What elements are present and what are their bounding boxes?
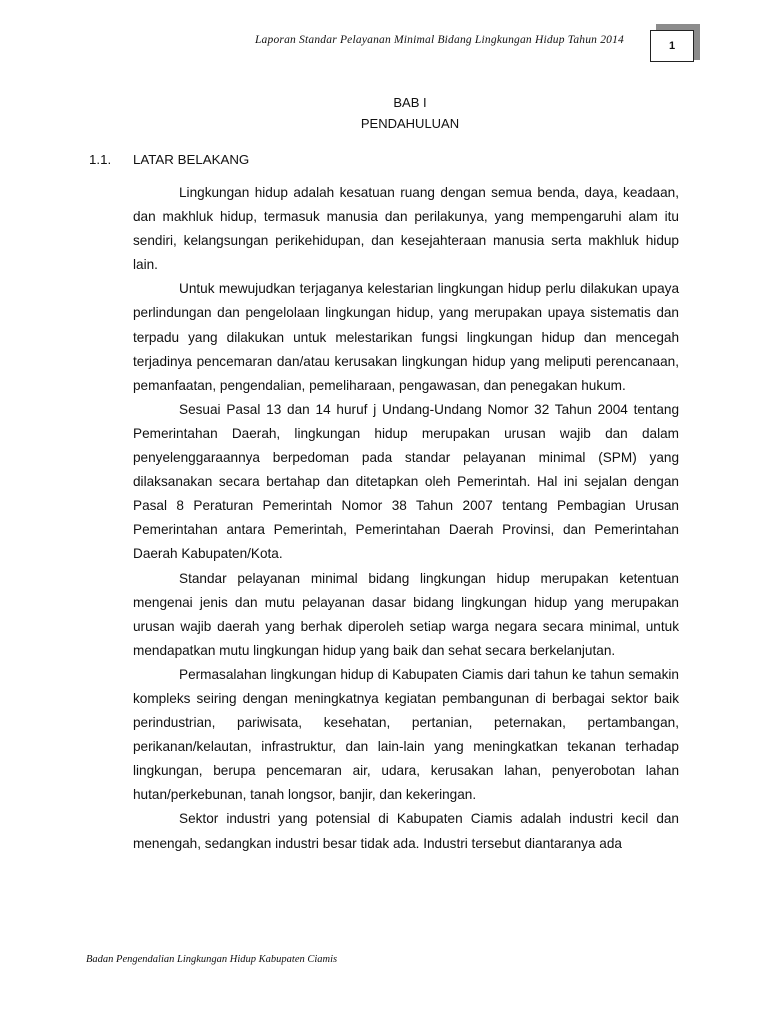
body-text xyxy=(133,181,679,856)
chapter-heading xyxy=(0,92,768,134)
paragraph: Standar pelayanan minimal bidang lingkungan hidup merupakan ketentuan mengenai jenis dan mutu pelayanan dasar bidang lingkungan hidup yang merupakan urusan wajib daerah yang berhak diperoleh setiap warga negara secara minimal, untuk mendapatkan mutu lingkungan hidup yang baik dan sehat secara berkelanjutan. xyxy=(133,570,679,658)
paragraph: Untuk mewujudkan terjaganya kelestarian lingkungan hidup perlu dilakukan upaya perlindungan dan pengelolaan lingkungan hidup, yang merupakan upaya sistematis dan terpadu yang dilakukan untuk melestarikan fungsi lingkungan hidup dan mencegah terjadinya pencemaran dan/atau kerusakan lingkungan hidup yang meliputi perencanaan, pemanfaatan, pengendalian, pemeliharaan, pengawasan, dan penegakan hukum. xyxy=(133,281,679,393)
section-title: LATAR BELAKANG xyxy=(133,152,250,167)
running-header: Laporan Standar Pelayanan Minimal Bidang Lingkungan Hidup Tahun 2014 xyxy=(254,34,624,46)
paragraph: Permasalahan lingkungan hidup di Kabupaten Ciamis dari tahun ke tahun semakin kompleks seiring dengan meningkatnya kegiatan pembangunan di berbagai sektor baik perindustrian, pariwisata, kesehatan, pertanian, peternakan, pertambangan, perikanan/kelautan, infrastruktur, dan lain-lain yang meningkatkan tekanan terhadap lingkungan, berupa pencemaran air, udara, kerusakan lahan, penyerobotan lahan hutan/perkebunan, tanah longsor, banjir, dan kekeringan. xyxy=(133,666,679,803)
chapter-title: PENDAHULUAN xyxy=(360,116,460,131)
footer-agency: Badan Pengendalian Lingkungan Hidup Kabupaten Ciamis xyxy=(86,954,338,965)
paragraph: Sesuai Pasal 13 dan 14 huruf j Undang-Undang Nomor 32 Tahun 2004 tentang Pemerintahan Daerah, lingkungan hidup merupakan urusan wajib dan dalam penyelenggaraannya berpedoman pada standar pelayanan minimal (SPM) yang dilaksanakan secara bertahap dan ditetapkan oleh Pemerintah. Hal ini sejalan dengan Pasal 8 Peraturan Pemerintah Nomor 38 Tahun 2007 tentang Pembagian Urusan Pemerintahan antara Pemerintah, Pemerintahan Daerah Provinsi, dan Pemerintahan Daerah Kabupaten/Kota. xyxy=(133,401,679,562)
page-number: 1 xyxy=(650,30,694,62)
paragraph: Lingkungan hidup adalah kesatuan ruang dengan semua benda, daya, keadaan, dan makhluk hidup, termasuk manusia dan perilakunya, yang mempengaruhi alam itu sendiri, kelangsungan perikehidupan, dan kesejahteraan manusia serta makhluk hidup lain. xyxy=(133,185,679,273)
section-number: 1.1. xyxy=(89,152,112,167)
chapter-label: BAB I xyxy=(393,95,427,110)
paragraph: Sektor industri yang potensial di Kabupaten Ciamis adalah industri kecil dan menengah, sedangkan industri besar tidak ada. Industri tersebut diantaranya ada xyxy=(133,811,679,851)
